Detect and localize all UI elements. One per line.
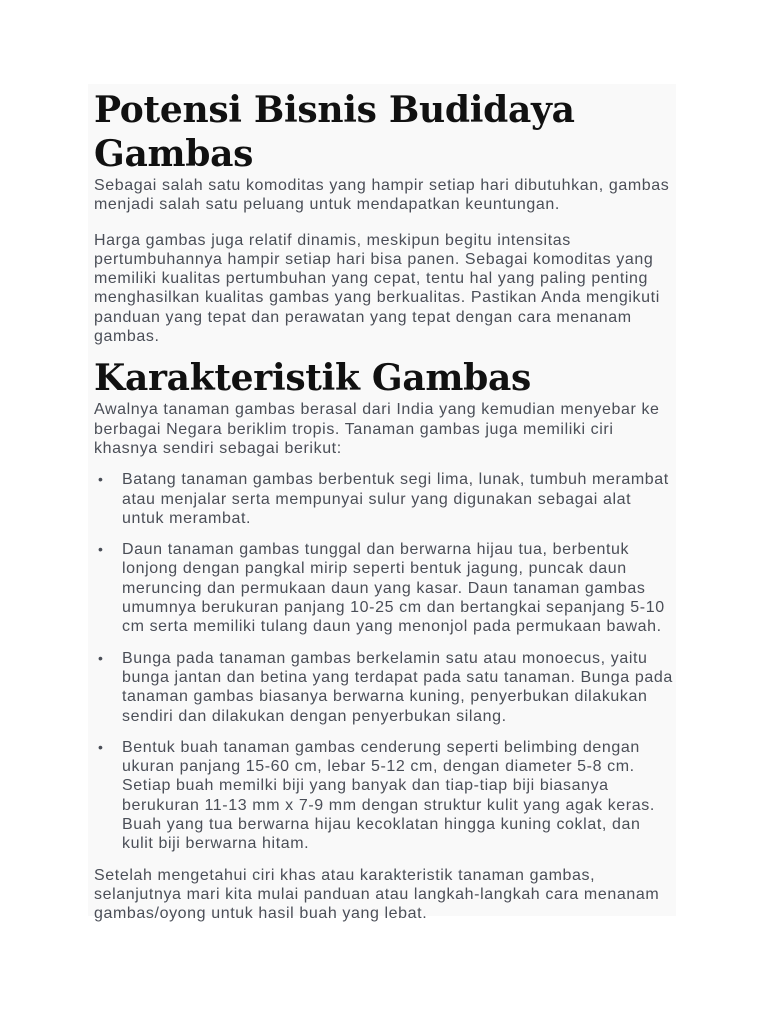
- bullet-icon: •: [98, 541, 104, 558]
- list-item: [94, 649, 674, 726]
- list-item-text: Batang tanaman gambas berbentuk segi lima, lunak, tumbuh merambat atau menjalar serta mempunyai sulur yang digunakan sebagai alat untuk merambat.: [122, 471, 669, 527]
- list-item: [94, 738, 674, 854]
- document-page: [88, 84, 676, 923]
- section-title-potensi: Potensi Bisnis Budidaya Gambas: [94, 89, 575, 175]
- paragraph-potensi-2: Harga gambas juga relatif dinamis, meskipun begitu intensitas pertumbuhannya hampir setiap hari bisa panen. Sebagai komoditas yang memiliki kualitas pertumbuhan yang cepat, tentu hal yang paling penting menghasilkan kualitas gambas yang berkualitas. Pastikan Anda mengikuti panduan yang tepat dan perawatan yang tepat dengan cara menanam gambas.: [94, 231, 660, 346]
- list-item-text: Daun tanaman gambas tunggal dan berwarna hijau tua, berbentuk lonjong dengan pangkal mirip seperti bentuk jagung, puncak daun meruncing dan permukaan daun yang kasar. Daun tanaman gambas umumnya berukuran panjang 10-25 cm dan bertangkai sepanjang 5-10 cm serta memiliki tulang daun yang menonjol pada permukaan bawah.: [122, 541, 665, 636]
- section-title-karakteristik: Karakteristik Gambas: [94, 357, 532, 400]
- list-item: [94, 540, 674, 636]
- list-item: [94, 470, 674, 528]
- document-content: [94, 84, 674, 924]
- paragraph-karakteristik-intro: Awalnya tanaman gambas berasal dari India yang kemudian menyebar ke berbagai Negara beriklim tropis. Tanaman gambas juga memiliki ciri khasnya sendiri sebagai berikut:: [94, 401, 660, 457]
- characteristics-list: [94, 470, 674, 853]
- bullet-icon: •: [98, 649, 104, 666]
- list-item-text: Bentuk buah tanaman gambas cenderung seperti belimbing dengan ukuran panjang 15-60 cm, lebar 5-12 cm, dengan diameter 5-8 cm. Setiap buah memilki biji yang banyak dan tiap-tiap biji biasanya berukuran 11-13 mm x 7-9 mm dengan struktur kulit yang agak keras. Buah yang tua berwarna hijau kecoklatan hingga kuning coklat, dan kulit biji berwarna hitam.: [122, 738, 655, 853]
- paragraph-closing: Setelah mengetahui ciri khas atau karakteristik tanaman gambas, selanjutnya mari kita mulai panduan atau langkah-langkah cara menanam gambas/oyong untuk hasil buah yang lebat.: [94, 866, 660, 923]
- list-item-text: Bunga pada tanaman gambas berkelamin satu atau monoecus, yaitu bunga jantan dan betina yang terdapat pada satu tanaman. Bunga pada tanaman gambas biasanya berwarna kuning, penyerbukan dilakukan sendiri dan dilakukan dengan penyerbukan silang.: [122, 649, 673, 725]
- paragraph-potensi-1: Sebagai salah satu komoditas yang hampir setiap hari dibutuhkan, gambas menjadi salah satu peluang untuk mendapatkan keuntungan.: [94, 177, 670, 214]
- bullet-icon: •: [98, 471, 104, 488]
- bullet-icon: •: [98, 738, 104, 755]
